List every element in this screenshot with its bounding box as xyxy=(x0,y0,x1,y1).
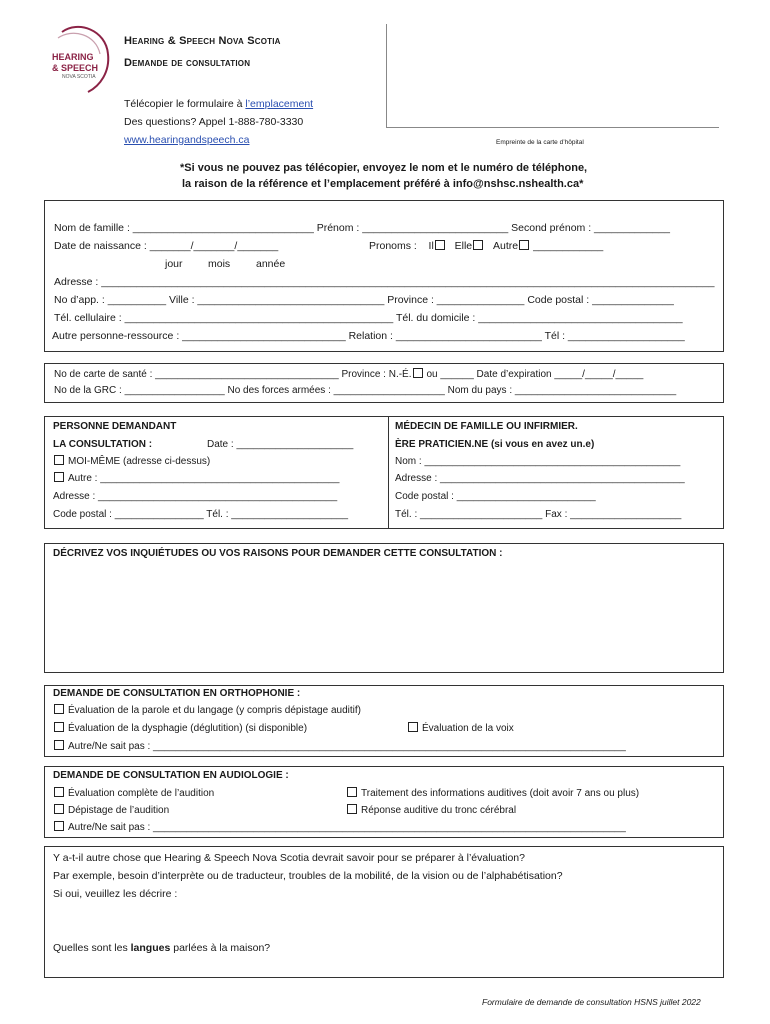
speech-option4-field[interactable]: Autre/Ne sait pas : _____________________________________________________________________________________ xyxy=(68,741,626,752)
form-title: Demande de consultation xyxy=(124,57,251,69)
audiology-option1-label: Évaluation complète de l’audition xyxy=(68,788,215,799)
apt-city-province-row[interactable]: No d’app. : __________ Ville : ________________________________ Province : _______________ Code postal : ______________ xyxy=(54,294,674,306)
other-info-box[interactable] xyxy=(44,846,724,978)
speech-option3-checkbox[interactable] xyxy=(408,722,418,732)
requester-self-option xyxy=(53,455,210,469)
speech-option4 xyxy=(53,740,626,754)
speech-option2-label: Évaluation de la dysphagie (déglutition) (si disponible) xyxy=(68,723,308,734)
logo-line2: & SPEECH xyxy=(52,63,99,73)
logo xyxy=(48,24,118,96)
card-imprint-area xyxy=(386,24,719,128)
requester-address-field[interactable]: Adresse : ___________________________________________ xyxy=(53,491,338,502)
audiology-option2-label: Traitement des informations auditives (doit avoir 7 ans ou plus) xyxy=(361,788,640,799)
speech-option3 xyxy=(407,722,514,736)
requester-divider xyxy=(388,416,389,529)
org-name: Hearing & Speech Nova Scotia xyxy=(124,35,281,47)
pronoun-autre-label: Autre xyxy=(492,240,519,252)
footer-text: Formulaire de demande de consultation HSNS juillet 2022 xyxy=(482,997,701,1007)
notice-line1: *Si vous ne pouvez pas télécopier, envoyez le nom et le numéro de téléphone, xyxy=(180,162,588,174)
physician-title1: MÉDECIN DE FAMILLE OU INFIRMIER. xyxy=(395,421,578,432)
audiology-option3-checkbox[interactable] xyxy=(54,804,64,814)
notice-line2: la raison de la référence et l’emplacement préféré à info@nshsc.nshealth.ca* xyxy=(182,178,584,190)
website-link[interactable]: www.hearingandspeech.ca xyxy=(124,134,250,146)
speech-option2-checkbox[interactable] xyxy=(54,722,64,732)
audiology-option5-field[interactable]: Autre/Ne sait pas : _____________________________________________________________________________________ xyxy=(68,822,626,833)
speech-title: DEMANDE DE CONSULTATION EN ORTHOPHONIE : xyxy=(53,688,301,699)
audiology-option4-checkbox[interactable] xyxy=(347,804,357,814)
requester-title2: LA CONSULTATION : xyxy=(53,439,153,450)
physician-postal-field[interactable]: Code postal : _________________________ xyxy=(395,491,596,502)
concerns-box[interactable] xyxy=(44,543,724,673)
speech-option4-checkbox[interactable] xyxy=(54,740,64,750)
requester-self-label: MOI-MÊME (adresse ci-dessus) xyxy=(68,456,211,467)
speech-option1-checkbox[interactable] xyxy=(54,704,64,714)
concerns-title: DÉCRIVEZ VOS INQUIÉTUDES OU VOS RAISONS POUR DEMANDER CETTE CONSULTATION : xyxy=(53,548,503,559)
speech-option1 xyxy=(53,704,361,718)
physician-tel-fax-field[interactable]: Tél. : ______________________ Fax : ____________________ xyxy=(395,509,682,520)
dob-day-label: jour xyxy=(165,258,183,270)
contact-row[interactable]: Autre personne-ressource : ____________________________ Relation : _________________________ Tél : ____________________ xyxy=(52,330,685,342)
pronouns-label: Pronoms : xyxy=(369,240,417,252)
requester-other-checkbox[interactable] xyxy=(54,472,64,482)
languages-suffix: parlées à la maison? xyxy=(170,942,271,954)
logo-line1: HEARING xyxy=(52,52,94,62)
audiology-option3 xyxy=(53,804,169,818)
requester-title1: PERSONNE DEMANDANT xyxy=(53,421,177,432)
fax-instruction xyxy=(124,97,313,111)
audiology-option4 xyxy=(346,804,516,818)
pronouns-row xyxy=(369,239,603,253)
dob-month-label: mois xyxy=(208,258,231,270)
expiry-field[interactable]: ou ______ Date d’expiration _____/_____/_____ xyxy=(426,369,644,380)
dob-year-label: année xyxy=(256,258,286,270)
address-field[interactable]: Adresse : _________________________________________________________________________________________________________ xyxy=(54,276,715,288)
pronoun-il-label: Il xyxy=(428,240,434,252)
other-info-line2: Par exemple, besoin d’interprète ou de traducteur, troubles de la mobilité, de la vision ou de l’alphabétisation? xyxy=(53,870,563,882)
logo-line3: NOVA SCOTIA xyxy=(62,74,96,80)
requester-other-option xyxy=(53,472,339,486)
languages-bold: langues xyxy=(130,942,171,954)
health-card-field[interactable]: No de carte de santé : _________________________________ Province : N.-É. xyxy=(54,369,412,380)
audiology-option1-checkbox[interactable] xyxy=(54,787,64,797)
rcmp-row[interactable]: No de la GRC : __________________ No des forces armées : ____________________ Nom du pays : _____________________________ xyxy=(54,385,677,396)
requester-date-field[interactable]: Date : _____________________ xyxy=(207,439,354,450)
pronoun-autre-checkbox[interactable] xyxy=(519,240,529,250)
other-info-line3: Si oui, veuillez les décrire : xyxy=(53,888,178,900)
questions-phone: Des questions? Appel 1-888-780-3330 xyxy=(124,116,304,128)
health-card-row xyxy=(54,368,643,382)
audiology-option5-checkbox[interactable] xyxy=(54,821,64,831)
other-info-line1: Y a-t-il autre chose que Hearing & Speech Nova Scotia devrait savoir pour se préparer à l’évaluation? xyxy=(53,852,525,864)
audiology-option4-label: Réponse auditive du tronc cérébral xyxy=(361,805,517,816)
audiology-option1 xyxy=(53,787,214,801)
audiology-option3-label: Dépistage de l’audition xyxy=(68,805,170,816)
languages-question xyxy=(53,941,270,955)
location-link[interactable]: l’emplacement xyxy=(245,98,314,110)
audiology-option2-checkbox[interactable] xyxy=(347,787,357,797)
languages-prefix: Quelles sont les xyxy=(53,942,131,954)
requester-postal-field[interactable]: Code postal : ________________ Tél. : _____________________ xyxy=(53,509,349,520)
patient-names-row[interactable]: Nom de famille : _______________________________ Prénom : _________________________ Second prénom : _____________ xyxy=(54,222,670,234)
province-ns-checkbox[interactable] xyxy=(413,368,423,378)
physician-name-field[interactable]: Nom : ______________________________________________ xyxy=(395,456,681,467)
audiology-option2 xyxy=(346,787,639,801)
pronoun-il-checkbox[interactable] xyxy=(435,240,445,250)
speech-option1-label: Évaluation de la parole et du langage (y compris dépistage auditif) xyxy=(68,705,361,716)
date-of-birth-field[interactable]: Date de naissance : _______/_______/_______ xyxy=(54,240,279,252)
speech-option3-label: Évaluation de la voix xyxy=(422,723,514,734)
requester-self-checkbox[interactable] xyxy=(54,455,64,465)
speech-option2 xyxy=(53,722,307,736)
physician-address-field[interactable]: Adresse : ____________________________________________ xyxy=(395,473,685,484)
audiology-title: DEMANDE DE CONSULTATION EN AUDIOLOGIE : xyxy=(53,770,289,781)
fax-prefix: Télécopier le formulaire à xyxy=(124,98,246,110)
requester-other-field[interactable]: Autre : ___________________________________________ xyxy=(68,473,340,484)
pronoun-autre-field[interactable]: ____________ xyxy=(533,240,604,252)
audiology-option5 xyxy=(53,821,626,835)
physician-title2: ÈRE PRATICIEN.NE (si vous en avez un.e) xyxy=(395,439,595,450)
card-imprint-caption: Empreinte de la carte d’hôpital xyxy=(496,139,584,146)
pronoun-elle-label: Elle xyxy=(454,240,473,252)
pronoun-elle-checkbox[interactable] xyxy=(473,240,483,250)
phone-row[interactable]: Tél. cellulaire : ______________________________________________ Tél. du domicile : ___________________________________ xyxy=(54,312,683,324)
